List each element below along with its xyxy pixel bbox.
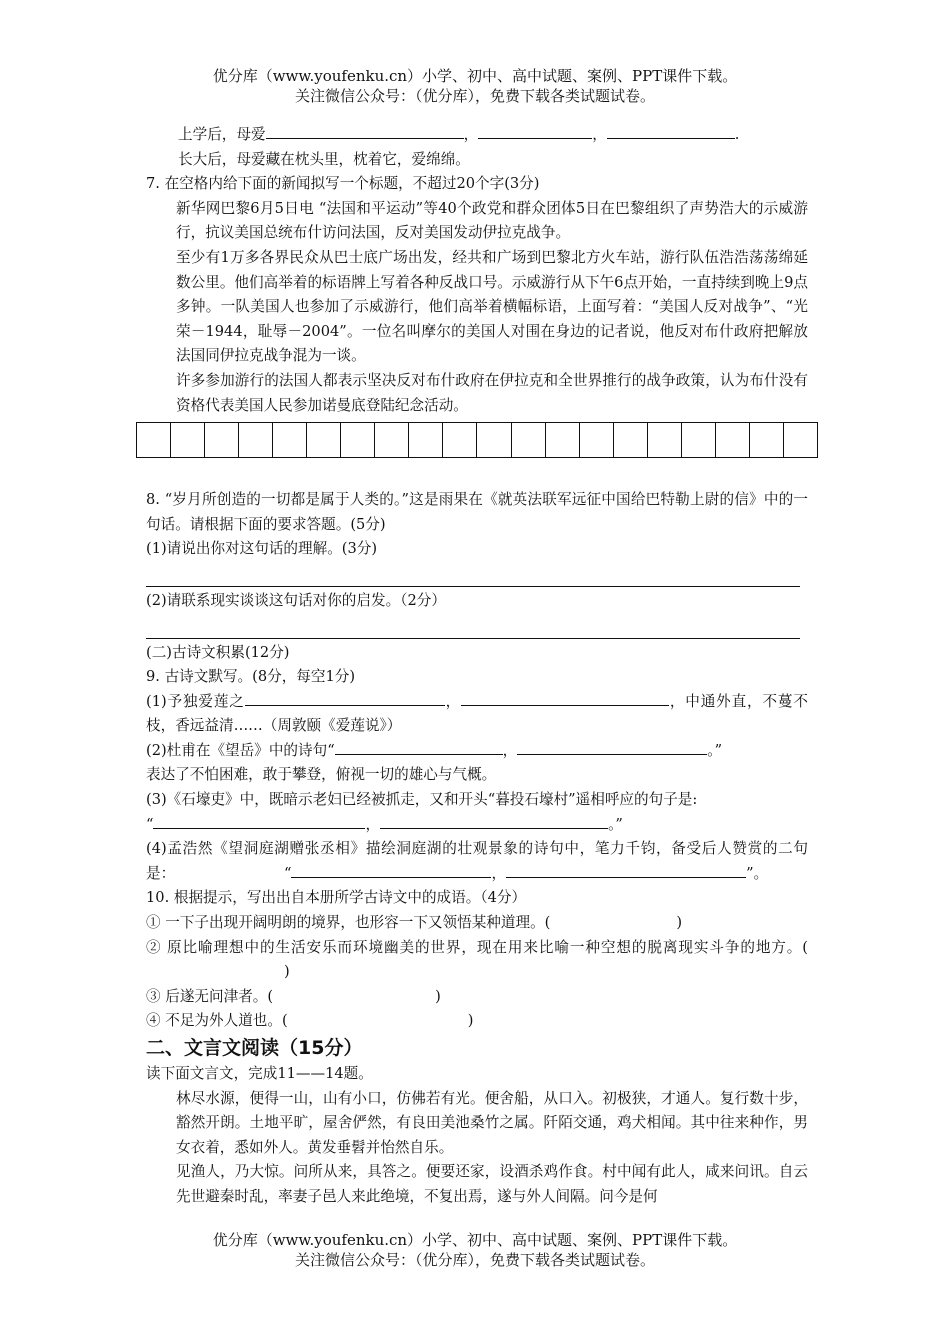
q7-answer-grid[interactable] xyxy=(136,422,818,458)
section-poetry-heading: (二)古诗文积累(12分) xyxy=(146,643,290,661)
q9-title: 9. 古诗文默写。(8分，每空1分) xyxy=(146,668,356,686)
answer-blank[interactable] xyxy=(245,691,445,706)
header-line-1: 优分库（www.youfenku.cn）小学、初中、高中试题、案例、PPT课件下载。 xyxy=(212,67,738,85)
q9-item-3-blanks: “ ， 。” xyxy=(146,815,623,833)
page-footer xyxy=(0,1230,950,1270)
q10-item-1: ① 一下子出现开阔明朗的境界，也形容一下又领悟某种道理。( ) xyxy=(146,914,683,932)
answer-blank[interactable] xyxy=(291,863,491,878)
section-2-heading: 二、文言文阅读（15分） xyxy=(146,1037,363,1059)
footer-line-2: 关注微信公众号：（优分库），免费下载各类试题试卷。 xyxy=(294,1251,655,1269)
answer-blank[interactable] xyxy=(380,814,608,829)
q10-title: 10. 根据提示，写出出自本册所学古诗文中的成语。（4分） xyxy=(146,889,527,907)
q10-item-3: ③ 后遂无问津者。( ) xyxy=(146,987,441,1005)
q9-item-3: (3)《石壕吏》中，既暗示老妇已经被抓走，又和开头“暮投石壕村”遥相呼应的句子是: xyxy=(146,791,698,809)
document-body xyxy=(146,123,808,1210)
q8-sub-1: (1)请说出你对这句话的理解。(3分) xyxy=(146,540,378,558)
q8-sub-2: (2)请联系现实谈谈这句话对你的启发。（2分） xyxy=(146,591,446,609)
q7-paragraph-3: 许多参加游行的法国人都表示坚决反对布什政府在伊拉克和全世界推行的战争政策，认为布什没有资格代表美国人民参加诺曼底登陆纪念活动。 xyxy=(176,371,808,414)
answer-blank[interactable] xyxy=(506,863,746,878)
footer-line-1: 优分库（www.youfenku.cn）小学、初中、高中试题、案例、PPT课件下载。 xyxy=(212,1231,738,1249)
poem-grown-line: 长大后，母爱藏在枕头里，枕着它，爱绵绵。 xyxy=(178,150,470,168)
q7-paragraph-2: 至少有1万多各界民众从巴士底广场出发，经共和广场到巴黎北方火车站，游行队伍浩浩荡荡绵延数公里。他们高举着的标语牌上写着各种反战口号。示威游行从下午6点开始，一直持续到晚上9点多钟。一队美国人也参加了示威游行，他们高举着横幅标语，上面写着：“美国人反对战争”、“光荣－1944，耻辱－2004”。一位名叫摩尔的美国人对围在身边的记者说，他反对布什政府把解放法国同伊拉克战争混为一谈。 xyxy=(176,248,808,365)
answer-blank[interactable] xyxy=(478,124,592,139)
answer-blank[interactable] xyxy=(607,124,735,139)
answer-blank[interactable] xyxy=(335,740,503,755)
header-line-2: 关注微信公众号：（优分库），免费下载各类试题试卷。 xyxy=(294,87,655,105)
answer-blank[interactable] xyxy=(266,124,464,139)
q8-answer-line-1[interactable] xyxy=(146,562,800,587)
poem-school-line: 上学后，母爱 ， ， . xyxy=(178,126,740,143)
q8-answer-line-2[interactable] xyxy=(146,614,800,639)
q9-item-4-blanks: “ ， ”。 xyxy=(284,864,769,882)
page-header xyxy=(0,66,950,106)
answer-blank[interactable] xyxy=(461,691,669,706)
q9-item-1: (1)予独爱莲之 ， ，中通外直，不蔓不枝，香远益清……（周敦颐《爱莲说》） xyxy=(146,692,808,735)
q9-item-2: (2)杜甫在《望岳》中的诗句“ ， 。” xyxy=(146,741,723,759)
q10-item-2: ② 原比喻理想中的生活安乐而环境幽美的世界，现在用来比喻一种空想的脱离现实斗争的地方。() xyxy=(146,938,808,981)
q7-paragraph-1: 新华网巴黎6月5日电 “法国和平运动”等40个政党和群众团体5日在巴黎组织了声势浩大的示威游行，抗议美国总统布什访问法国，反对美国发动伊拉克战争。 xyxy=(176,199,808,242)
answer-blank[interactable] xyxy=(517,740,707,755)
q9-item-2-tail: 表达了不怕困难，敢于攀登，俯视一切的雄心与气概。 xyxy=(146,766,497,784)
passage-paragraph-2: 见渔人，乃大惊。问所从来，具答之。便要还家，设酒杀鸡作食。村中闻有此人，咸来问讯。自云先世避秦时乱，率妻子邑人来此绝境，不复出焉，遂与外人间隔。问今是何 xyxy=(176,1163,808,1205)
q8-title: 8. “岁月所创造的一切都是属于人类的。”这是雨果在《就英法联军远征中国给巴特勒上尉的信》中的一句话。请根据下面的要求答题。(5分) xyxy=(146,491,808,533)
q7-title: 7. 在空格内给下面的新闻拟写一个标题，不超过20个字(3分) xyxy=(146,175,540,193)
section-2-instruction: 读下面文言文，完成11——14题。 xyxy=(146,1065,373,1082)
q10-item-4: ④ 不足为外人道也。( ) xyxy=(146,1012,474,1030)
answer-blank[interactable] xyxy=(153,814,365,829)
q9-item-4: (4)孟浩然《望洞庭湖赠张丞相》描绘洞庭湖的壮观景象的诗句中，笔力千钧，备受后人赞赏的二句是： xyxy=(146,840,808,882)
passage-paragraph-1: 林尽水源，便得一山，山有小口，仿佛若有光。便舍船，从口入。初极狭，才通人。复行数十步，豁然开朗。土地平旷，屋舍俨然，有良田美池桑竹之属。阡陌交通，鸡犬相闻。其中往来种作，男女衣着，悉如外人。黄发垂髫并怡然自乐。 xyxy=(176,1089,808,1156)
